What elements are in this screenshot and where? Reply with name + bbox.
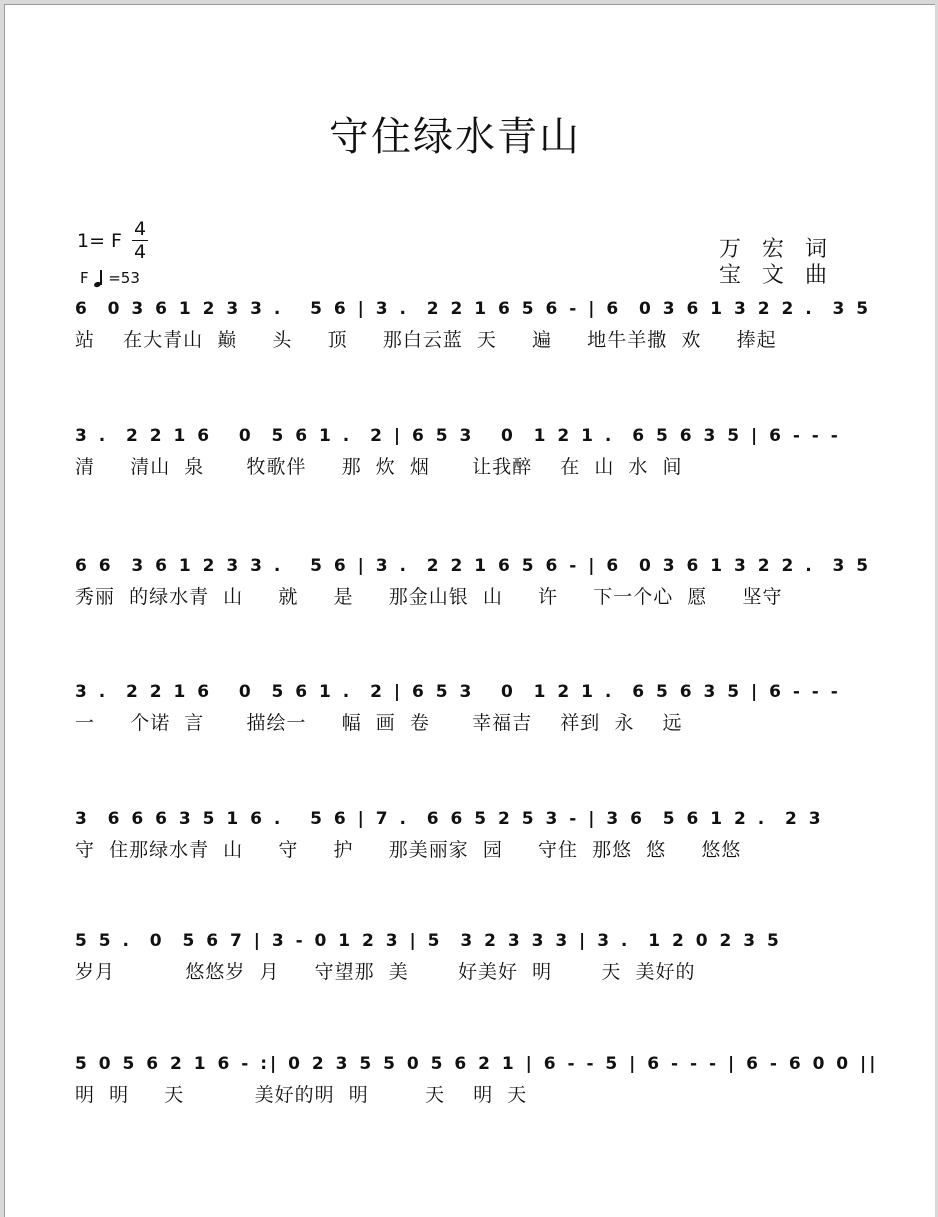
tempo-marking	[80, 269, 140, 287]
notation-line: 3 . 2 2 1 6 0 5 6 1 . 2 | 6 5 3 0 1 2 1 . 6 5 6 3 5 | 6 - - -	[75, 426, 841, 446]
song-title: 守住绿水青山	[329, 114, 581, 160]
notation-line: 3 6 6 6 3 5 1 6 . 5 6 | 7 . 6 6 5 2 5 3 - | 3 6 5 6 1 2 . 2 3	[75, 809, 824, 829]
time-signature-top: 4	[133, 218, 147, 240]
lyrics-line: 清 清山 泉 牧歌伴 那 炊 烟 让我醉 在 山 水 间	[75, 456, 683, 478]
score-system-4	[75, 678, 845, 738]
notation-line: 6 6 3 6 1 2 3 3 . 5 6 | 3 . 2 2 1 6 5 6 - | 6 0 3 6 1 3 2 2 . 3 5	[75, 556, 872, 576]
lyrics-line: 秀丽 的绿水青 山 就 是 那金山银 山 许 下一个心 愿 坚守	[75, 586, 783, 608]
time-signature	[132, 219, 148, 262]
notation-line: 3 . 2 2 1 6 0 5 6 1 . 2 | 6 5 3 0 1 2 1 . 6 5 6 3 5 | 6 - - -	[75, 682, 841, 702]
tempo-prefix: F	[80, 269, 89, 287]
score-system-6	[75, 927, 845, 987]
lyricist-credit: 万 宏 词	[719, 237, 834, 262]
time-signature-bottom: 4	[133, 241, 147, 263]
composer-credit: 宝 文 曲	[719, 263, 834, 288]
quarter-note-icon	[93, 271, 103, 287]
score-system-1	[75, 295, 872, 355]
notation-line: 5 5 . 0 5 6 7 | 3 - 0 1 2 3 | 5 3 2 3 3 3 | 3 . 1 2 0 2 3 5	[75, 931, 782, 951]
score-system-7	[75, 1050, 879, 1110]
notation-line: 5 0 5 6 2 1 6 - :| 0 2 3 5 5 0 5 6 2 1 | 6 - - 5 | 6 - - - | 6 - 6 0 0 ||	[75, 1054, 879, 1074]
notation-line: 6 0 3 6 1 2 3 3 . 5 6 | 3 . 2 2 1 6 5 6 - | 6 0 3 6 1 3 2 2 . 3 5	[75, 299, 872, 319]
lyrics-line: 一 个诺 言 描绘一 幅 画 卷 幸福吉 祥到 永 远	[75, 712, 683, 734]
score-system-5	[75, 805, 845, 865]
lyrics-line: 岁月 悠悠岁 月 守望那 美 好美好 明 天 美好的	[75, 961, 696, 983]
score-system-2	[75, 422, 845, 482]
score-system-3	[75, 552, 872, 612]
key-signature: 1= F	[77, 230, 122, 252]
lyrics-line: 明 明 天 美好的明 明 天 明 天	[75, 1084, 528, 1106]
lyrics-line: 守 住那绿水青 山 守 护 那美丽家 园 守住 那悠 悠 悠悠	[75, 839, 742, 861]
credits	[719, 237, 834, 289]
lyrics-line: 站 在大青山 巅 头 顶 那白云蓝 天 遍 地牛羊撒 欢 捧起	[75, 329, 777, 351]
tempo-value: =53	[108, 269, 140, 287]
score-page	[4, 4, 935, 1217]
